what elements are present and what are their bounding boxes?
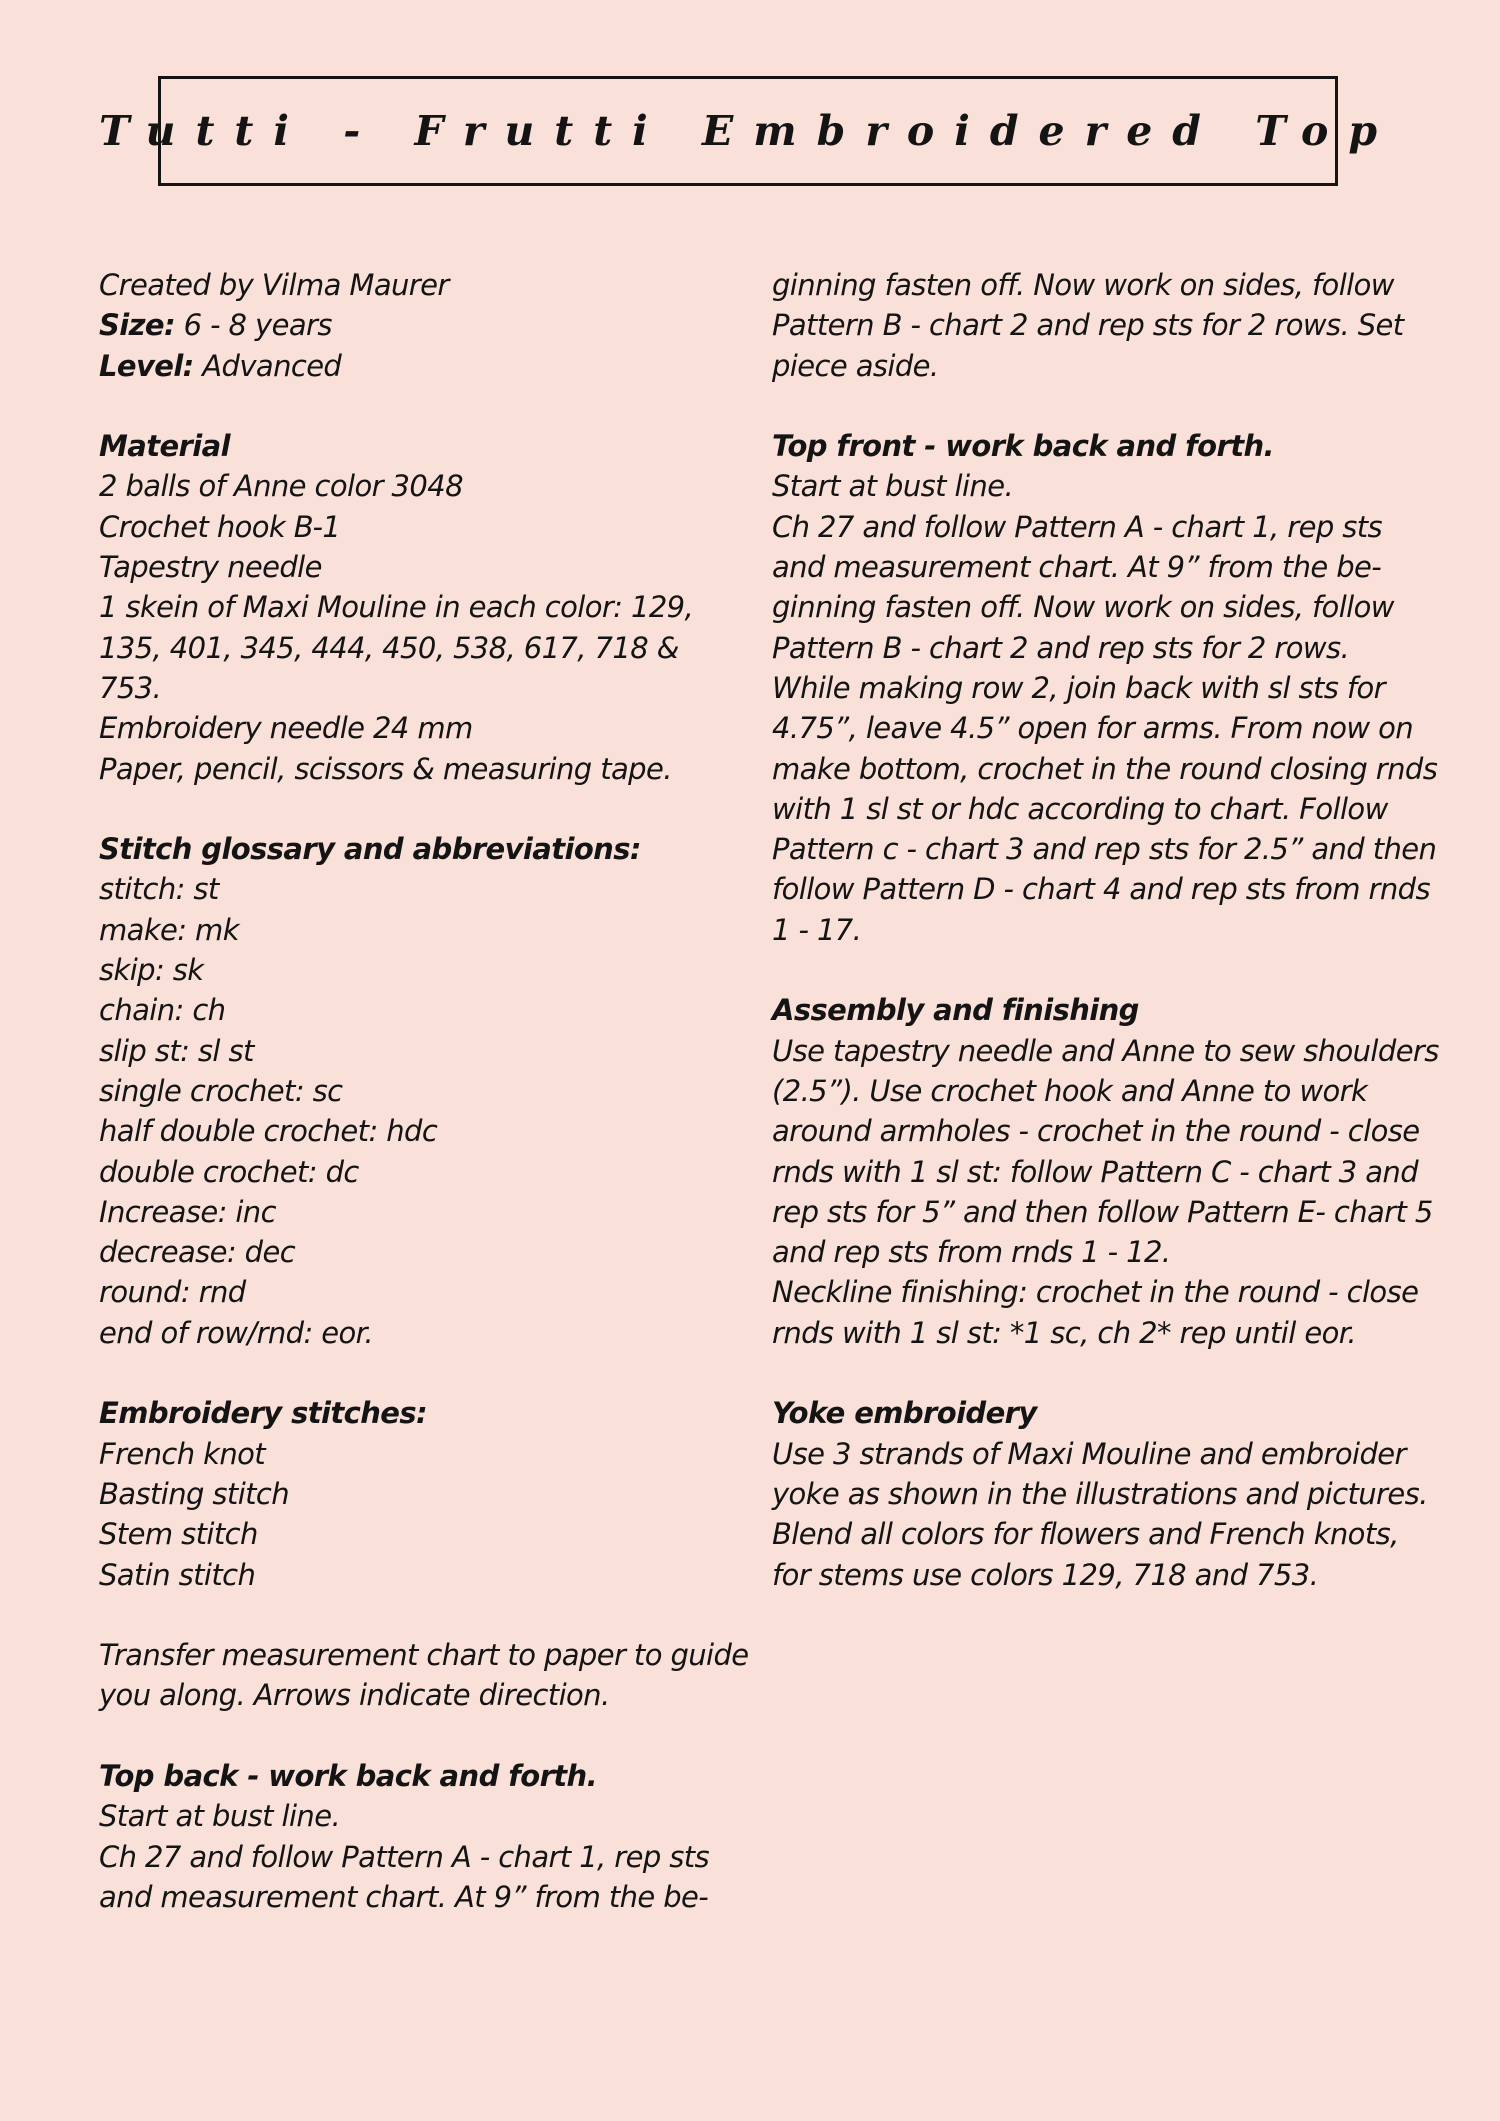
text-line: (2.5”). Use crochet hook and Anne to work [772, 1073, 1368, 1108]
text-line: half double crochet: hdc [99, 1114, 438, 1149]
text-line: and measurement chart. At 9” from the be- [772, 550, 1382, 585]
text-line: rep sts for 5” and then follow Pattern E- chart 5 [772, 1194, 1433, 1229]
top-back-text [99, 1796, 739, 1917]
text-line: rnds with 1 sl st: follow Pattern C - chart 3 and [772, 1154, 1418, 1189]
text-line: Pattern B - chart 2 and rep sts for 2 rows. Set [772, 308, 1404, 343]
title-box [98, 76, 1398, 186]
assembly-text [772, 1031, 1439, 1353]
text-line: Tapestry needle [99, 550, 322, 585]
text-line: Pattern c - chart 3 and rep sts for 2.5” and then [772, 832, 1437, 867]
text-line: Stem stitch [99, 1517, 258, 1552]
text-line: single crochet: sc [99, 1073, 343, 1108]
text-line: Ch 27 and follow Pattern A - chart 1, rep sts [772, 509, 1383, 544]
text-line: Ch 27 and follow Pattern A - chart 1, rep sts [99, 1839, 710, 1874]
text-line: Use tapestry needle and Anne to sew shoulders [772, 1033, 1439, 1068]
size-value: 6 - 8 years [174, 308, 332, 343]
text-line: 1 skein of Maxi Mouline in each color: 129, [99, 590, 694, 625]
page-title: Tutti - Frutti Embroidered Top [98, 107, 1398, 155]
text-line: stitch: st [99, 872, 219, 907]
level-value: Advanced [193, 348, 342, 383]
text-line: decrease: dec [99, 1235, 296, 1270]
text-line: 135, 401, 345, 444, 450, 538, 617, 718 & [99, 630, 679, 665]
text-line: end of row/rnd: eor. [99, 1315, 373, 1350]
text-line: Start at bust line. [772, 469, 1014, 504]
text-line: piece aside. [772, 348, 939, 383]
size-label: Size: [99, 308, 175, 343]
text-line: round: rnd [99, 1275, 246, 1310]
text-line: chain: ch [99, 993, 226, 1028]
left-column [99, 265, 749, 1917]
right-column [772, 265, 1439, 1595]
size-line [99, 305, 739, 345]
text-line: Paper, pencil, scissors & measuring tape. [99, 751, 672, 786]
text-line: Pattern B - chart 2 and rep sts for 2 rows. [772, 630, 1350, 665]
assembly-heading: Assembly and finishing [772, 993, 1139, 1028]
text-line: While making row 2, join back with sl sts for [772, 670, 1385, 705]
text-line: Neckline finishing: crochet in the round - close [772, 1275, 1419, 1310]
transfer-note [99, 1635, 749, 1716]
text-line: you along. Arrows indicate direction. [99, 1678, 610, 1713]
material-heading: Material [99, 429, 230, 464]
top-back-heading: Top back - work back and forth. [99, 1758, 597, 1793]
text-line: make: mk [99, 912, 239, 947]
text-line: double crochet: dc [99, 1154, 359, 1189]
text-line: Satin stitch [99, 1557, 256, 1592]
yoke-text [772, 1434, 1428, 1595]
text-line: Use 3 strands of Maxi Mouline and embroider [772, 1436, 1406, 1471]
credit-line: Created by Vilma Maurer [99, 268, 449, 302]
embroidery-heading: Embroidery stitches: [99, 1396, 427, 1431]
text-line: slip st: sl st [99, 1033, 254, 1068]
level-line [99, 346, 739, 386]
text-line: 753. [99, 670, 162, 705]
material-list [99, 466, 739, 788]
text-line: make bottom, crochet in the round closing rnds [772, 751, 1438, 786]
text-line: and measurement chart. At 9” from the be- [99, 1879, 709, 1914]
text-line: for stems use colors 129, 718 and 753. [772, 1557, 1319, 1592]
text-line: skip: sk [99, 953, 204, 988]
text-line: Start at bust line. [99, 1799, 341, 1834]
yoke-heading: Yoke embroidery [772, 1396, 1037, 1431]
text-line: Basting stitch [99, 1476, 290, 1511]
text-line: 4.75”, leave 4.5” open for arms. From now on [772, 711, 1414, 746]
text-line: Transfer measurement chart to paper to guide [99, 1638, 749, 1673]
text-line: French knot [99, 1436, 266, 1471]
text-line: rnds with 1 sl st: *1 sc, ch 2* rep until eor. [772, 1315, 1356, 1350]
text-line: 2 balls of Anne color 3048 [99, 469, 463, 504]
text-line: ginning fasten off. Now work on sides, follow [772, 590, 1394, 625]
text-line: Crochet hook B-1 [99, 509, 341, 544]
text-line: ginning fasten off. Now work on sides, follow [772, 268, 1394, 302]
text-line: follow Pattern D - chart 4 and rep sts from rnds [772, 872, 1430, 907]
text-line: Blend all colors for flowers and French knots, [772, 1517, 1399, 1552]
text-line: around armholes - crochet in the round - close [772, 1114, 1420, 1149]
text-line: 1 - 17. [772, 912, 862, 947]
glossary-heading: Stitch glossary and abbreviations: [99, 832, 641, 867]
glossary-list [99, 869, 739, 1353]
top-front-text [772, 466, 1438, 950]
text-line: Increase: inc [99, 1194, 276, 1229]
text-line: yoke as shown in the illustrations and pictures. [772, 1476, 1428, 1511]
text-line: and rep sts from rnds 1 - 12. [772, 1235, 1171, 1270]
top-front-heading: Top front - work back and forth. [772, 429, 1274, 464]
text-line: Embroidery needle 24 mm [99, 711, 473, 746]
top-back-continued [772, 265, 1412, 386]
text-line: with 1 sl st or hdc according to chart. Follow [772, 791, 1388, 826]
level-label: Level: [99, 348, 194, 383]
embroidery-list [99, 1434, 739, 1595]
